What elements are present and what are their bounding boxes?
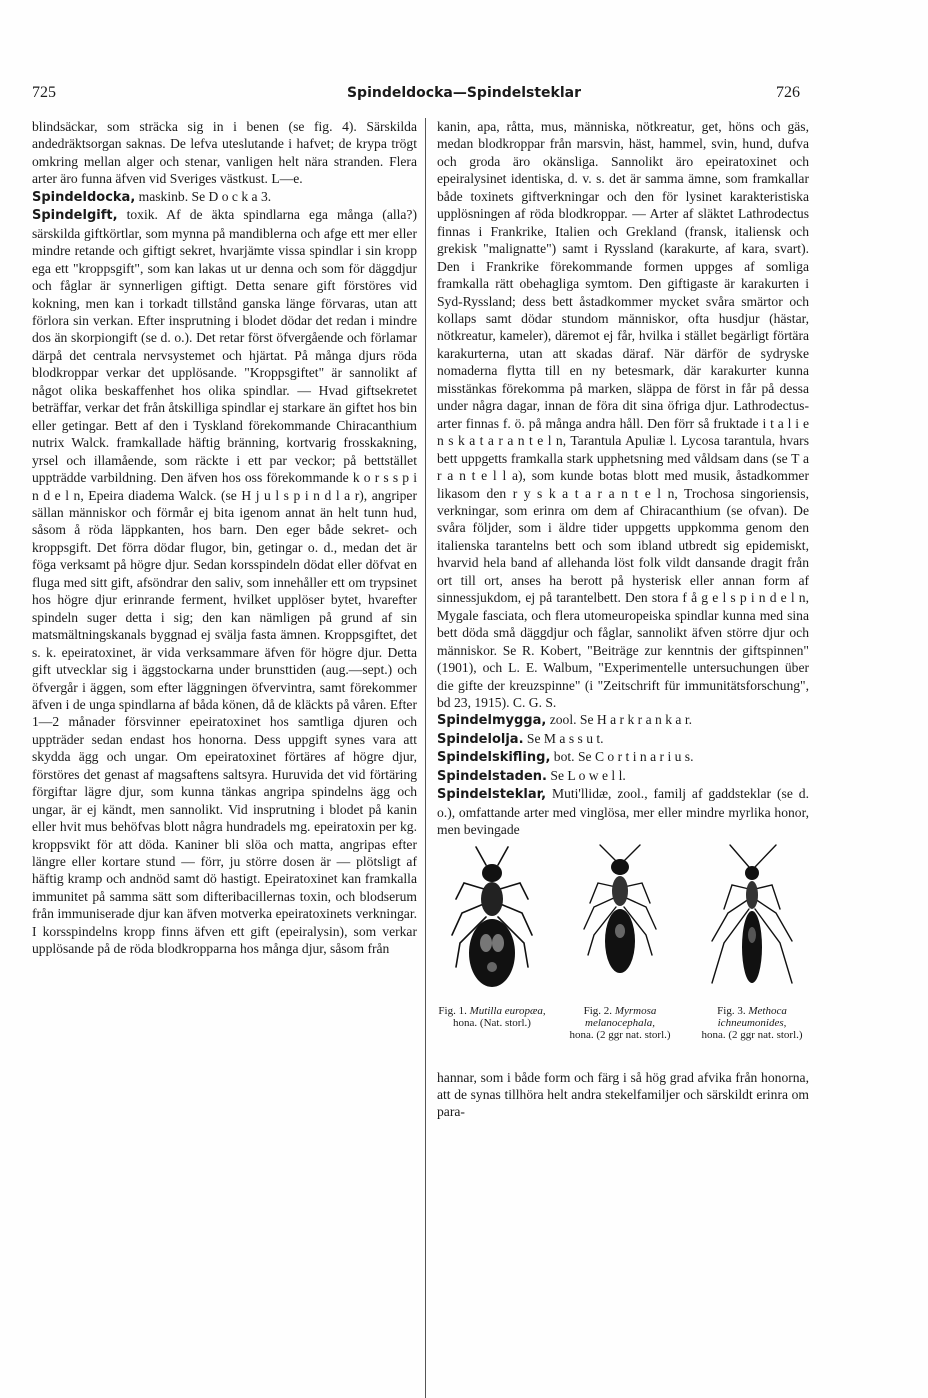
entry-spindelgift: [32, 206, 417, 957]
left-page-number: 725: [32, 84, 56, 101]
figure-myrmosa: [561, 843, 679, 1041]
entry-text: Se L o w e l l.: [547, 767, 626, 783]
headword: Spindelgift,: [32, 208, 118, 224]
page-header: [0, 84, 928, 106]
entry-text: maskinb. Se D o c k a 3.: [135, 188, 272, 204]
running-title: Spindeldocka—Spindelsteklar: [346, 85, 582, 101]
mutilla-wasp-icon: [442, 843, 542, 1003]
headword: Spindelolja.: [437, 731, 524, 747]
left-column: [32, 118, 417, 958]
entry-spindeldocka: [32, 188, 417, 206]
myrmosa-wasp-icon: [570, 843, 670, 1003]
entry-spindelsteklar: [437, 785, 809, 838]
figure-caption: Fig. 2. Myrmosa melanocephala, hona. (2 ggr nat. storl.): [569, 1004, 671, 1041]
paragraph: kanin, apa, råtta, mus, människa, nötkreatur, get, höns och gäs, medan blodkroppar från marsvin, häst, hammel, svin, hund, dufva och groda äro okänsliga. Sannolikt äro epeiratoxinet och epeiralysinet identiska, d. v. s. det är samma ämne, som framkallar både toxinets giftverkningar och den för lysinet karakteristiska upplösningen af röda blodkroppar. — Arter af släktet Lathrodectus finnas i Frankrike, Italien och Grekland (fransk, italiensk och grekisk "malignatte") samt i Ryssland (karakurte, af kara, svart). Den i Frankrike förekommande formen uppges af somliga framkalla rätt obehagliga symtom. Den giftigaste är karakurten i Syd-Ryssland; dess bett åstadkommer mycket svåra smärtor och kollaps samt dödar stundom människor, ofta husdjur (hästar, nötkreatur, kameler), däremot ej får, hvilka i stället begärligt förtära karakurterna, utan att skadas däraf. När därför de sydryske nomaderna flytta till en ny betesmark, där karakurter kunna misstänkas förekomma på marken, släppa de först in får på dessa under några dagar, innan de föra dit sina öfriga djur. Lathrodectus-arter finnas f. ö. på många andra håll. Den förr så fruktade i t a l i e n s k a t a r a n t e l n, Tarantula Apuliæ l. Lycosa tarantula, hvars bett uppgetts framkalla stark upphetsning med våldsam dans (se T a r a n t e l l a), som kunde botas blott med musik, åstadkommer likasom den r y s k a t a r a n t e l n, Trochosa singoriensis, verkningar, som erinra om dem af Chiracanthium (se ofvan). De svåra följder, som i äldre tider uppgetts uppkomma genom den italienska tarantelns bett och som ibland utbredt sig epidemiskt, hvarvid hela band af allehanda löst folk vildt dansande dragit från ort till ort, anses ha berott på hysterisk eller annan form af sinnessjukdom, ej på tarantelbett. Den stora f å g e l s p i n d e l n, Mygale fasciata, och flera utomeuropeiska spindlar kunna med sina bett döda små däggdjur och fåglar, sannolikt äfven större djur och människor. Se R. Kobert, "Beiträge zur kenntnis der giftspinnen" (1901), och L. E. Walbum, "Experimentelle untersuchungen über die gifte der kreuzspinne" (i "Zeitschrift für immunitätsforschung", bd 23, 1915). C. G. S.: [437, 119, 809, 710]
figure-caption: Fig. 3. Methoca ichneumonides, hona. (2 ggr nat. storl.): [701, 1004, 803, 1041]
entry-text: toxik. Af de äkta spindlarna ega många (alla?) särskilda giftkörtlar, som mynna på mandiblerna och afge ett mer eller mindre retande och giftigt sekret, hvarjämte vissa spindlar i sin kropp ega ett "kroppsgift", som kan lakas ut ur denna och som för däggdjur och fåglar är synnerligen giftigt. Detta senare gift förstöres vid kokning, men kan i torkadt tillstånd ganska länge förvaras, utan att förlora sin verkan. Efter insprutning i blodet dödar det redan i mindre dos än skorpiongift (se d. o.). Det retar först öfvergående och förlamar därpå det centrala nervsystemet och hjärtat. På många djurs röda blodkroppar verkar det upplösande. "Kroppsgiftet" är sannolikt af något olika beskaffenhet hos olika spindlar. — Hvad giftsekretet beträffar, verkar det från åtskilliga spindlar ej starkare än giftet hos bin eller getingar. Bett af den i Tyskland förekommande Chiracanthium nutrix Walck. framkallade häftig bränning, kortvarig frosskakning, yrsel och illamående, som räckte i ett par veckor; på bettstället uppträdde varbildning. Den äfven hos oss förekommande k o r s s p i n d e l n, Epeira diadema Walck. (se H j u l s p i n d l a r), angriper sällan människor och förmår ej bita igenom annat än helt tunn hud, såsom å röda läppkanten, hos barn. Den eger både sekret- och kroppsgift. Det förra dödar flugor, bin, getingar o. d., medan det är föga verksamt på högre djur. Sedan korsspindeln dödat eller döfvat en fluga med sitt gift, afsöndrar den saliv, som innehåller ett om trypsinet hos högre djur erinrande ferment, hvilket upplöser bytet, hvarefter spindeln suger detta i sig; den kan nämligen på grund af sin matsmältningskanals byggnad ej svälja fasta ämnen. Kroppsgiftet, det s. k. epeiratoxinet, är vida verksammare äfven för högre djur. Detta gift utvecklar sig i äggstockarna under brunsttiden (aug.—sept.) och öfvergår i äggen, som efter läggningen öfvervintra, samt förekommer äfven i de unga spindlarna af båda könen, då de kläckts på våren. Efter 1—2 månader försvinner epeiratoxinet hos samtliga djuren och uppträder sedan endast hos honorna. Dess uppgift synes vara att skydda ägg och ungar. Om epeiratoxinet förtäres af högre djur, förstöres det genast af magsaftens saltsyra. Huruvida det vid förtäring förgiftar lägre djur, som kunna tänkas angripa spindelns ägg och ungar, är ej kändt, men sannolikt. Vid insprutning i blodet på kanin eller hvit mus behöfvas blott några hundradels mg. epeiratoxin per kg. kroppsvikt för att döda. Kaniner bli slöa och matta, angripas efter längre eller kortare stund — förr, ju större dosen är — plötsligt af häftig kramp och andnöd samt dö hastigt. Epeiratoxinet kan framkalla immunitet på samma sätt som difteribacillernas toxin, och blodserum från immuniserade djur kan äfven motverka epeiratoxinets verkningar. I korsspindelns kropp finns äfven ett gift (epeiralysin), som verkar upplösande på de röda blodkropparna hos många djur, såsom från: [32, 207, 417, 957]
paragraph: hannar, som i både form och färg i så hög grad afvika från honorna, att de synas tillhöra helt andra stekelfamiljer och särskildt erinra om para-: [437, 1069, 809, 1120]
entry-spindelskifling: [437, 748, 809, 766]
paragraph: blindsäckar, som sträcka sig in i benen (se fig. 4). Särskilda andedräktsorgan saknas. De lefva uteslutande i hafvet; de krypa trögt omkring mellan alger och stenar, vanligen helt nära stranden. Flera arter äro funna äfven vid Sveriges västkust. L—e.: [32, 119, 417, 187]
headword: Spindelmygga,: [437, 713, 547, 729]
entry-text: bot. Se C o r t i n a r i u s.: [550, 749, 694, 765]
figure-row: [437, 843, 809, 1063]
column-divider: [425, 118, 426, 1398]
entry-text: Se M a s s u t.: [523, 730, 604, 746]
entry-spindelmygga: [437, 711, 809, 729]
right-column: [437, 118, 809, 1121]
entry-text: zool. Se H a r k r a n k a r.: [546, 712, 693, 728]
entry-text: Muti'llidæ, zool., familj af gaddsteklar (se d. o.), omfattande arter med vinglösa, mer eller mindre myrlika honor, men bevingade: [437, 786, 809, 838]
figure-mutilla: [433, 843, 551, 1029]
figure-caption: Fig. 1. Mutilla europæa, hona. (Nat. storl.): [438, 1004, 546, 1029]
figure-methoca: [693, 843, 811, 1041]
headword: Spindelskifling,: [437, 750, 551, 766]
entry-spindelolja: [437, 730, 809, 748]
entry-spindelstaden: [437, 767, 809, 785]
headword: Spindelstaden.: [437, 768, 547, 784]
right-page-number: 726: [776, 84, 800, 101]
methoca-wasp-icon: [702, 843, 802, 1003]
headword: Spindelsteklar,: [437, 787, 547, 803]
headword: Spindeldocka,: [32, 189, 136, 205]
